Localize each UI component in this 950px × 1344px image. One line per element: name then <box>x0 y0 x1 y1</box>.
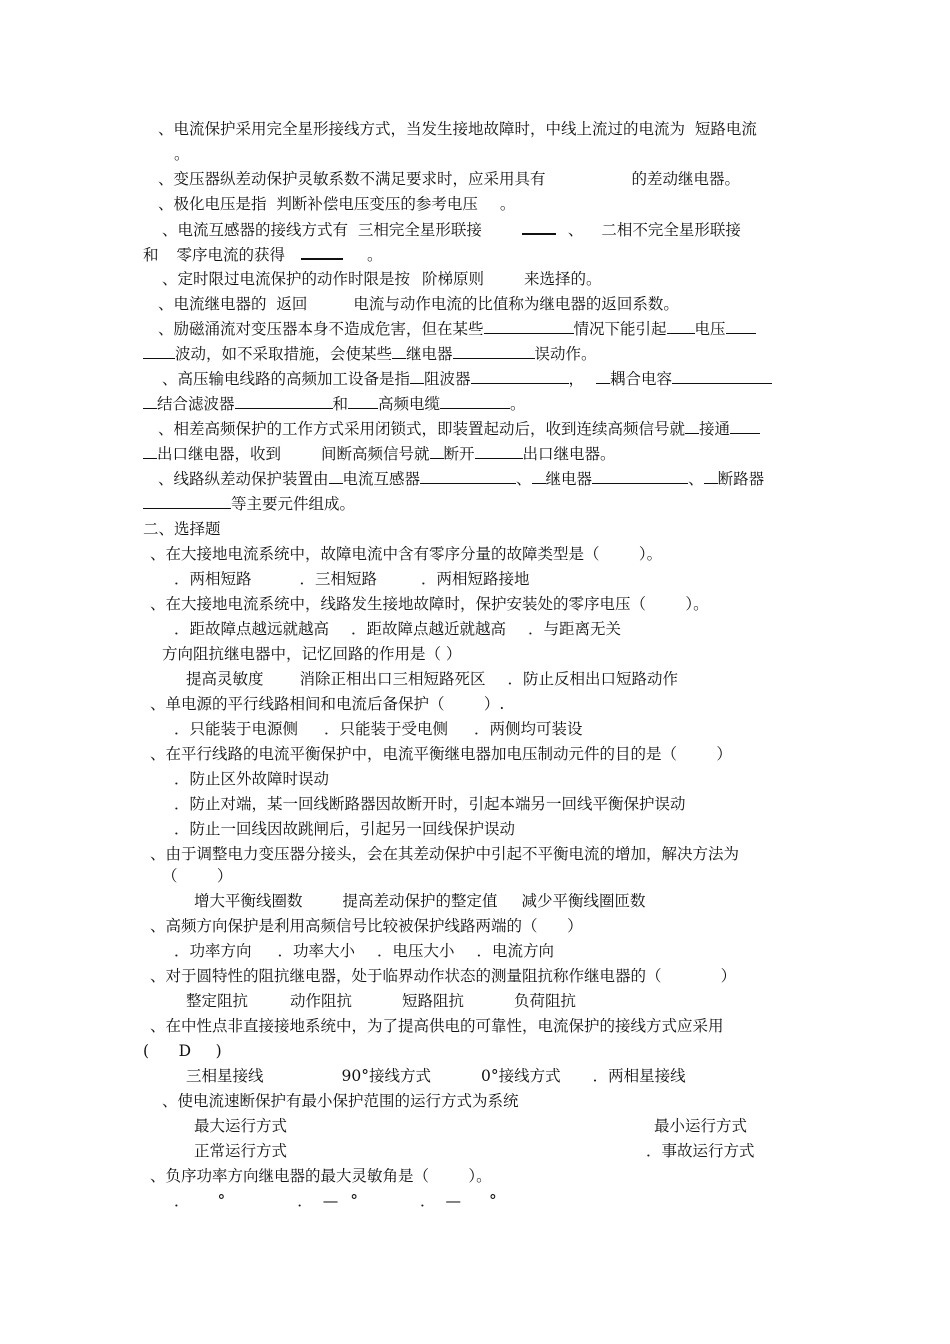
question-text: 、在平行线路的电流平衡保护中，电流平衡继电器加电压制动元件的目的是（ ） <box>150 745 732 763</box>
question-text: 、使电流速断保护有最小保护范围的运行方式为系统 <box>162 1092 519 1110</box>
fill-q9-d: 间断高频信号就 <box>321 445 430 463</box>
blank <box>143 494 231 509</box>
choice-c9-options <box>186 1066 686 1086</box>
fill-q4-line1 <box>162 219 741 240</box>
option: ．两侧均可装设 <box>474 720 583 738</box>
fill-q8-c: ， <box>568 370 585 388</box>
fill-q4-line2 <box>143 244 383 265</box>
fill-q2-end: 的差动继电器。 <box>631 170 741 188</box>
option: ．防止一回线因故跳闸后，引起另一回线保护误动 <box>174 820 516 838</box>
question-text: 、在大接地电流系统中，故障电流中含有零序分量的故障类型是（ ）。 <box>150 545 663 563</box>
choice-c4-options <box>174 719 583 739</box>
fill-q9-line1 <box>158 419 760 439</box>
option: ．电流方向 <box>476 942 555 960</box>
fill-q7-text: 、励磁涌流对变压器本身不造成危害，但在某些 <box>158 320 484 338</box>
fill-q7-line2 <box>143 344 597 364</box>
choice-c6-options <box>194 891 646 911</box>
fill-q1-line2 <box>174 144 190 164</box>
option: ．防止反相出口短路动作 <box>507 670 679 688</box>
blank <box>301 244 343 260</box>
option: ．功率大小 <box>277 942 356 960</box>
option: ．只能装于电源侧 <box>174 720 299 738</box>
choice-c6-question <box>150 844 739 864</box>
choice-c5-option-2 <box>174 794 686 814</box>
blank <box>522 219 556 235</box>
fill-q4-and: 和 <box>143 246 159 264</box>
option-degree: ° <box>350 1192 359 1210</box>
option-dash: — <box>445 1192 462 1210</box>
fill-q2-text: 、变压器纵差动保护灵敏系数不满足要求时，应采用具有 <box>158 170 546 188</box>
blank <box>329 469 343 484</box>
blank <box>475 444 523 459</box>
question-bracket: ( D ) <box>143 1042 222 1060</box>
blank <box>143 344 175 359</box>
option-dash: — <box>322 1192 339 1210</box>
fill-q1-text: 、电流保护采用完全星形接线方式，当发生接地故障时，中线上流过的电流为 短路电流 <box>158 120 757 138</box>
option-degree: ° <box>489 1192 497 1210</box>
option: ．事故运行方式 <box>646 1142 755 1160</box>
choice-c10-option-3 <box>194 1141 287 1161</box>
fill-q9-text: 、相差高频保护的工作方式采用闭锁式，即装置起动后，收到连续高频信号就 <box>158 420 686 438</box>
fill-q5-text: 、定时限过电流保护的动作时限是按 <box>162 270 411 288</box>
choice-c1-options <box>174 569 530 589</box>
option: 动作阻抗 <box>290 992 353 1010</box>
fill-q7-e: 继电器 <box>406 345 453 363</box>
fill-q10-b: 电流互感器 <box>342 470 421 488</box>
question-text: 、负序功率方向继电器的最大灵敏角是（ ）。 <box>150 1167 492 1185</box>
option: ．两相星接线 <box>592 1067 686 1085</box>
choice-c9-question-2 <box>143 1041 222 1061</box>
fill-q8-text: 、高压输电线路的高频加工设备是指 <box>162 370 411 388</box>
blank <box>420 469 516 484</box>
fill-q9-line2 <box>143 444 616 464</box>
blank <box>410 369 424 384</box>
choice-c7-question <box>150 916 583 936</box>
blank <box>704 469 718 484</box>
blank <box>348 394 378 409</box>
option: 最大运行方式 <box>194 1117 288 1135</box>
fill-q8-e: 结合滤波器 <box>157 395 235 413</box>
blank <box>440 394 510 409</box>
fill-q9-e: 断开 <box>443 445 475 463</box>
option: ． <box>420 1192 436 1210</box>
fill-q5-answer: 阶梯原则 <box>422 270 485 288</box>
question-text: 、在大接地电流系统中，线路发生接地故障时，保护安装处的零序电压（ ）。 <box>150 595 709 613</box>
blank <box>471 369 569 384</box>
option: 0°接线方式 <box>481 1067 561 1085</box>
fill-q6 <box>158 294 679 314</box>
choice-c5-option-1 <box>174 769 329 789</box>
question-text: 、由于调整电力变压器分接头，会在其差动保护中引起不平衡电流的增加，解决方法为 <box>150 845 740 863</box>
option-degree: ° <box>217 1192 226 1210</box>
fill-q8-h: 。 <box>510 395 526 413</box>
blank <box>143 394 157 409</box>
blank <box>726 319 756 334</box>
option: ．与距离无关 <box>528 620 622 638</box>
option: ．距故障点越近就越高 <box>351 620 507 638</box>
fill-q9-f: 出口继电器。 <box>522 445 616 463</box>
option: 三相星接线 <box>186 1067 264 1085</box>
fill-q10-e: 、 <box>688 470 704 488</box>
option: 增大平衡线圈数 <box>194 892 303 910</box>
option: ． <box>174 1192 190 1210</box>
fill-q4-end: 。 <box>367 246 383 264</box>
option: ．电压大小 <box>377 942 455 960</box>
option: 短路阻抗 <box>402 992 465 1010</box>
blank <box>730 419 760 434</box>
option: 提高灵敏度 <box>186 670 264 688</box>
section-title <box>143 519 221 539</box>
fill-q6-text: 、电流继电器的 返回 <box>158 295 308 313</box>
option: ．功率方向 <box>174 942 252 960</box>
blank <box>430 444 444 459</box>
option: ．距故障点越远就越高 <box>174 620 330 638</box>
blank <box>392 344 406 359</box>
fill-q8-b: 阻波器 <box>424 370 471 388</box>
fill-q1-end: 。 <box>174 145 190 163</box>
fill-q10-f: 断路器 <box>717 470 765 488</box>
option: 整定阻抗 <box>186 992 249 1010</box>
fill-q3-end: 。 <box>499 195 516 213</box>
question-text: 、高频方向保护是利用高频信号比较被保护线路两端的（ ） <box>150 917 583 935</box>
blank <box>453 344 535 359</box>
fill-q9-b: 接通 <box>699 420 731 438</box>
fill-q2 <box>158 169 740 189</box>
choice-c11-question <box>150 1166 492 1186</box>
fill-q7-b: 情况下能引起 <box>573 320 667 338</box>
fill-q6-end: 电流与动作电流的比值称为继电器的返回系数。 <box>353 295 679 313</box>
choice-c2-question <box>150 594 709 614</box>
choice-c5-option-3 <box>174 819 515 839</box>
blank <box>596 369 610 384</box>
fill-q8-g: 高频电缆 <box>378 395 441 413</box>
fill-q3-text: 、极化电压是指 判断补偿电压变压的参考电压 <box>158 195 478 213</box>
choice-c2-options <box>174 619 621 639</box>
fill-q7-c: 电压 <box>694 320 726 338</box>
option: 90°接线方式 <box>341 1067 431 1085</box>
fill-q5-end: 来选择的。 <box>524 270 602 288</box>
choice-c1-question <box>150 544 662 564</box>
fill-q1-line1 <box>158 119 757 139</box>
choice-c4-question <box>150 694 504 714</box>
blank <box>667 319 695 334</box>
option: 正常运行方式 <box>194 1142 288 1160</box>
choice-c6-question-2 <box>162 866 232 886</box>
fill-q8-f: 和 <box>332 395 349 413</box>
section2-title: 二、选择题 <box>143 520 221 538</box>
option: 消除正相出口三相短路死区 <box>299 670 486 688</box>
option: ．三相短路 <box>299 570 378 588</box>
fill-q8-line1 <box>162 369 772 389</box>
blank <box>532 469 546 484</box>
choice-c10-question <box>162 1091 519 1111</box>
fill-q10-d: 继电器 <box>545 470 593 488</box>
fill-q9-c: 出口继电器，收到 <box>157 445 282 463</box>
choice-c10-option-4 <box>646 1141 755 1161</box>
fill-q4-text: 、电流互感器的接线方式有 三相完全星形联接 <box>162 221 482 239</box>
fill-q10-line2 <box>143 494 355 514</box>
option: ．两相短路接地 <box>421 570 530 588</box>
question-text: 、在中性点非直接接地系统中，为了提高供电的可靠性，电流保护的接线方式应采用 <box>150 1017 724 1035</box>
fill-q7-line1 <box>158 319 756 339</box>
fill-q4-opt3: 零序电流的获得 <box>176 246 286 264</box>
option: ． <box>297 1192 313 1210</box>
choice-c9-question <box>150 1016 724 1036</box>
option: ．防止区外故障时误动 <box>174 770 330 788</box>
option: 最小运行方式 <box>654 1117 748 1135</box>
fill-q8-line2 <box>143 394 526 414</box>
choice-c8-question <box>150 966 736 986</box>
blank <box>592 469 688 484</box>
option: 提高差动保护的整定值 <box>342 892 498 910</box>
blank <box>685 419 699 434</box>
question-bracket: （ ） <box>162 867 233 885</box>
fill-q7-d: 波动，如不采取措施，会使某些 <box>175 345 393 363</box>
fill-q10-c: 、 <box>516 470 532 488</box>
choice-c11-options <box>174 1191 497 1211</box>
fill-q7-f: 误动作。 <box>534 345 597 363</box>
option: 减少平衡线圈匝数 <box>521 892 646 910</box>
fill-q10-text: 、线路纵差动保护装置由 <box>158 470 329 488</box>
blank <box>235 394 333 409</box>
fill-q4-sep: 、 <box>567 221 584 239</box>
question-text: 方向阻抗继电器中，记忆回路的作用是（ ） <box>162 645 462 663</box>
fill-q10-g: 等主要元件组成。 <box>231 495 356 513</box>
blank <box>484 319 574 334</box>
fill-q5 <box>162 269 602 289</box>
option: ．两相短路 <box>174 570 252 588</box>
fill-q3 <box>158 194 515 214</box>
choice-c5-question <box>150 744 732 764</box>
choice-c8-options <box>186 991 576 1011</box>
choice-c7-options <box>174 941 554 961</box>
choice-c3-options <box>186 669 678 689</box>
blank <box>143 444 157 459</box>
choice-c10-option-1 <box>194 1116 287 1136</box>
option: ．防止对端，某一回线断路器因故断开时，引起本端另一回线平衡保护误动 <box>174 795 686 813</box>
fill-q8-d: 耦合电容 <box>610 370 673 388</box>
fill-q4-opt2: 二相不完全星形联接 <box>601 221 741 239</box>
blank <box>672 369 772 384</box>
question-text: 、单电源的平行线路相间和电流后备保护（ ）. <box>150 695 505 713</box>
choice-c10-option-2 <box>654 1116 747 1136</box>
choice-c3-question <box>162 644 461 664</box>
question-text: 、对于圆特性的阻抗继电器，处于临界动作状态的测量阻抗称作继电器的（ ） <box>150 967 737 985</box>
option: ．只能装于受电侧 <box>324 720 449 738</box>
option: 负荷阻抗 <box>514 992 577 1010</box>
fill-q10-line1 <box>158 469 764 489</box>
